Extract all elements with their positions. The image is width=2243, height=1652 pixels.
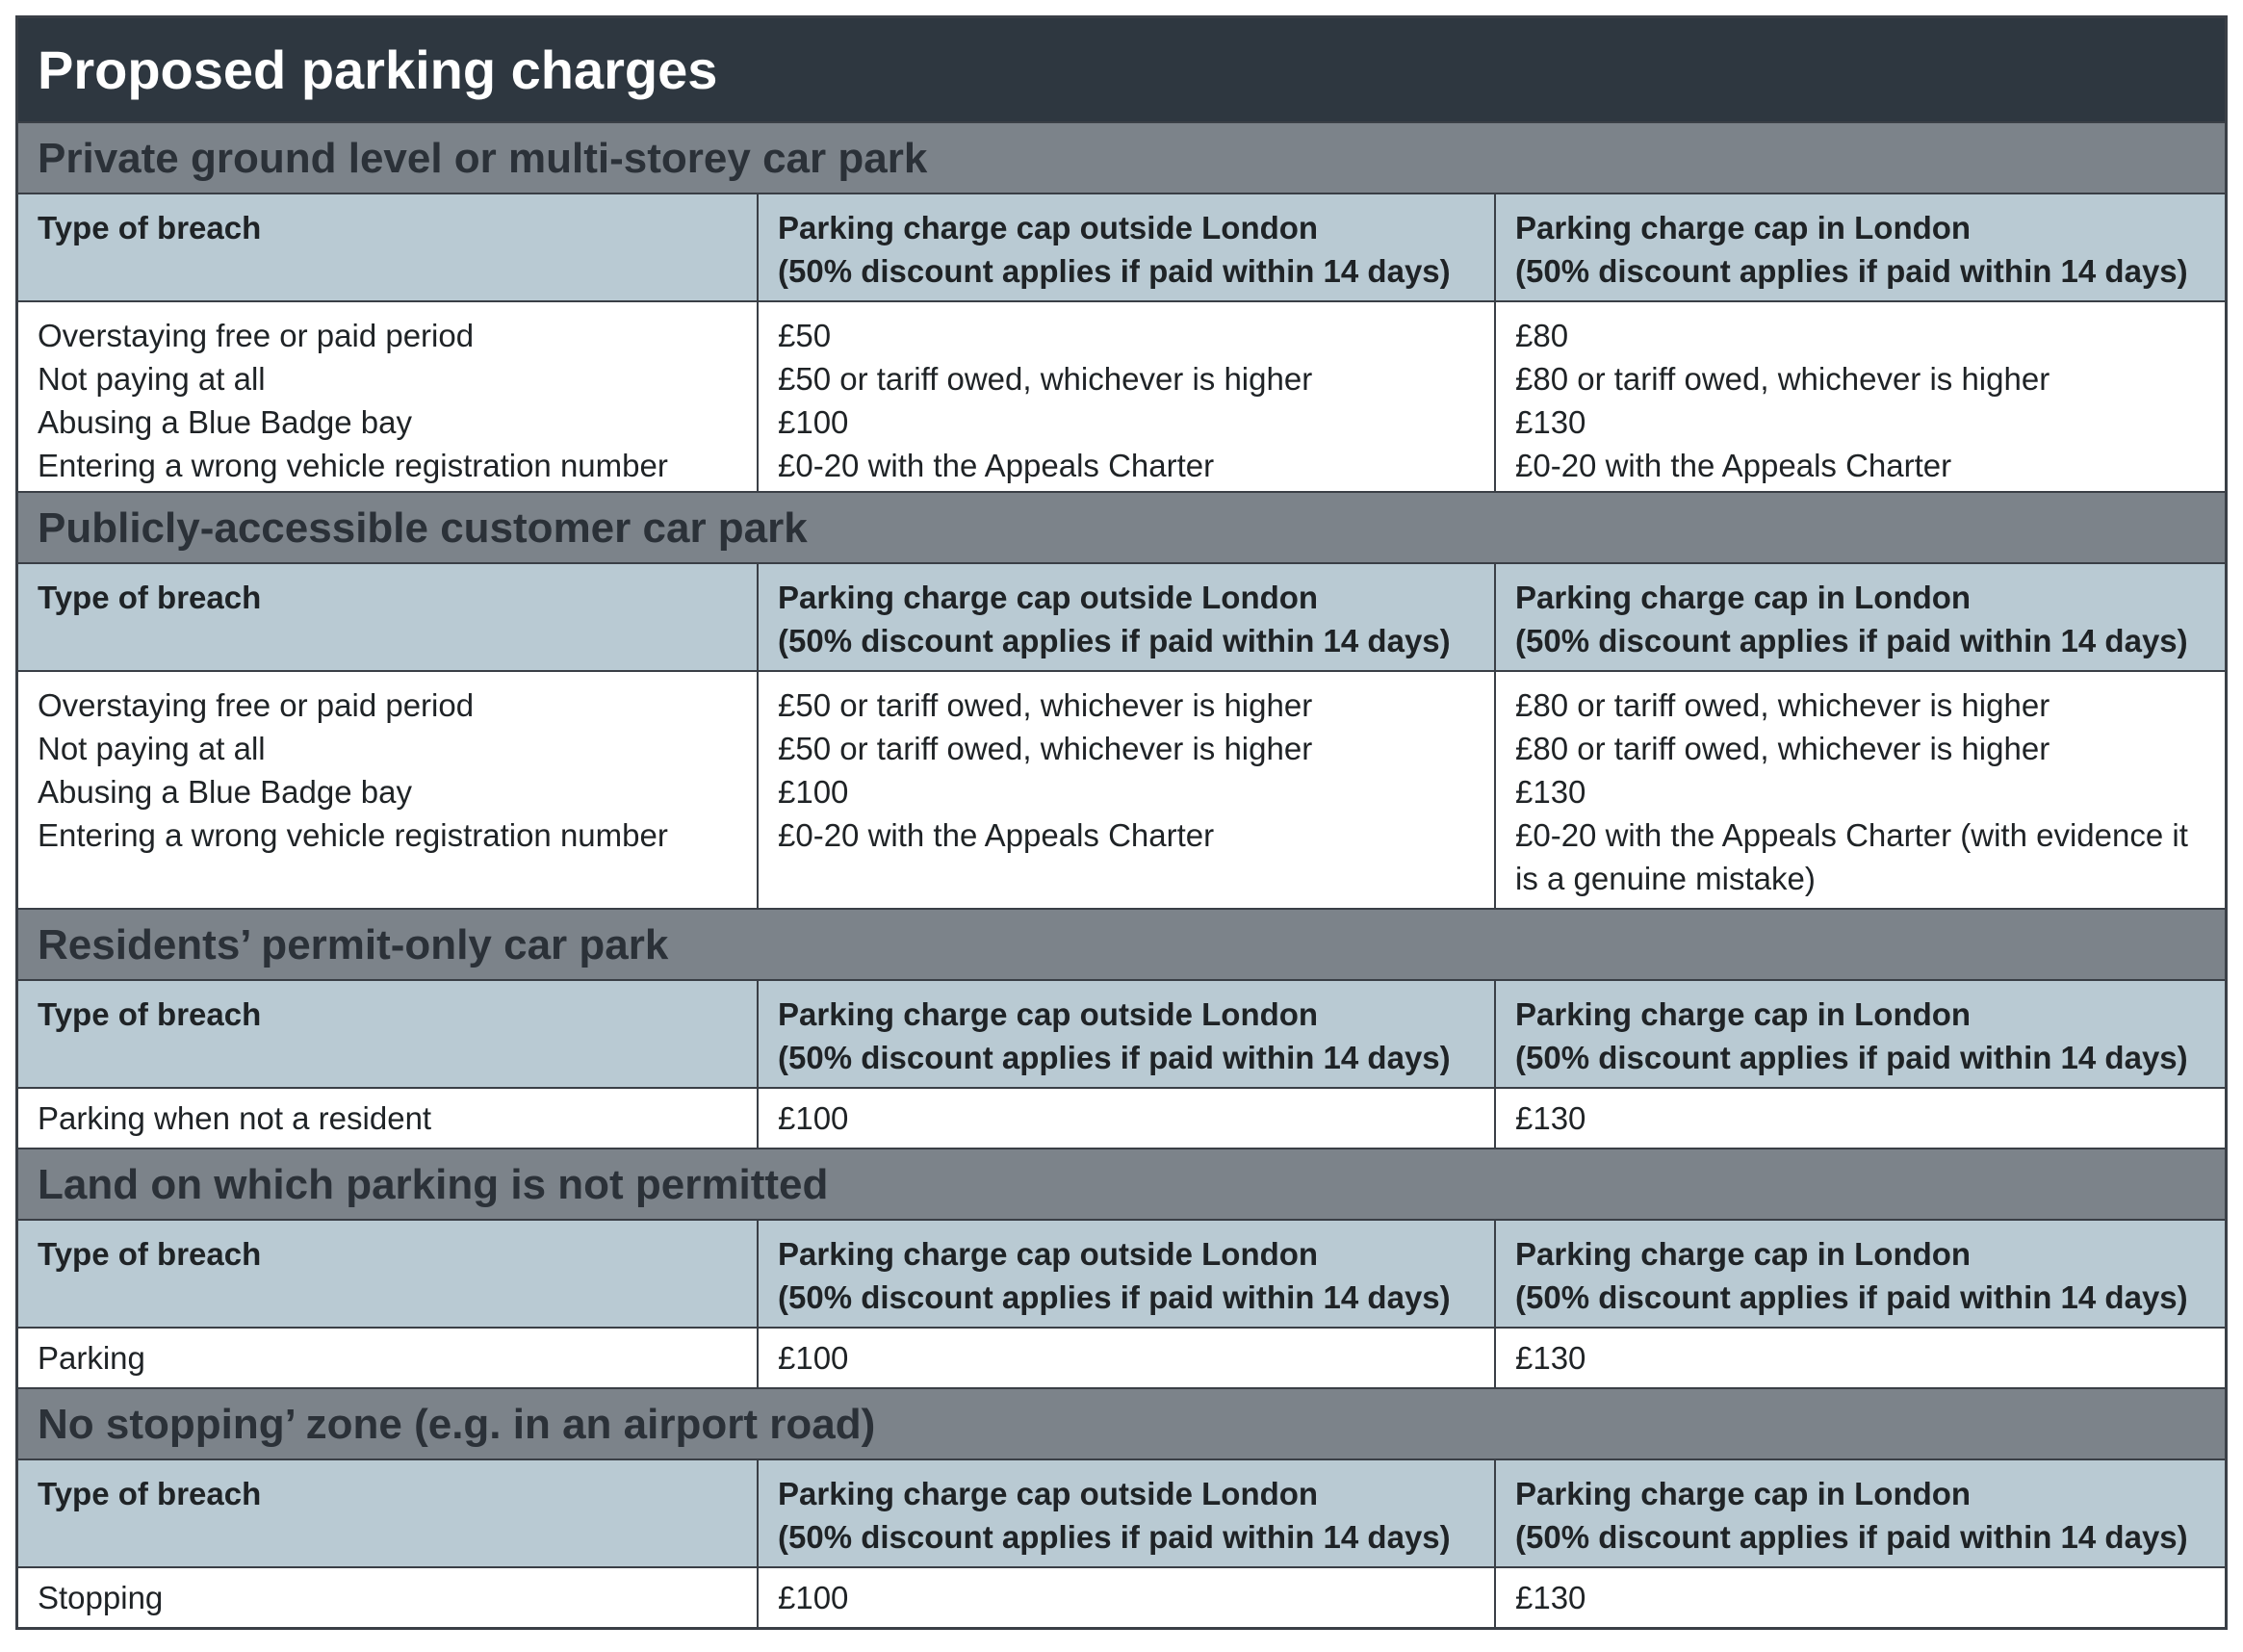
charge-text: £130 <box>1515 1100 1586 1136</box>
charge-text: £50 or tariff owed, whichever is higher <box>778 361 1313 397</box>
column-header-row <box>18 562 2225 670</box>
charge-text: £100 <box>778 1580 849 1615</box>
in-london-cell <box>1494 1329 2225 1387</box>
charge-text: £100 <box>778 1100 849 1136</box>
charge-text: £80 or tariff owed, whichever is higher <box>1515 687 2050 723</box>
charge-text: £0-20 with the Appeals Charter <box>1515 448 1952 483</box>
breach-cell <box>18 1568 757 1627</box>
header-cap-outside-london: Parking charge cap outside London (50% discount applies if paid within 14 days) <box>757 194 1494 300</box>
charge-text: £100 <box>778 404 849 440</box>
charge-text: £0-20 with the Appeals Charter <box>778 817 1215 853</box>
breach-cell <box>18 1089 757 1148</box>
charge-text: £80 <box>1515 318 1569 353</box>
header-cap-in-london: Parking charge cap in London (50% discount applies if paid within 14 days) <box>1494 981 2225 1087</box>
charge-text: £50 <box>778 318 832 353</box>
charge-text: £0-20 with the Appeals Charter (with evidence it is a genuine mistake) <box>1515 817 2188 896</box>
header-type-of-breach: Type of breach <box>38 996 262 1032</box>
header-type-of-breach: Type of breach <box>38 580 262 615</box>
breach-text: Stopping <box>38 1580 164 1615</box>
section-title: Private ground level or multi-storey car park <box>18 121 2225 193</box>
column-header-row <box>18 1458 2225 1566</box>
header-type-of-breach: Type of breach <box>38 1236 262 1272</box>
in-london-cell <box>1494 302 2225 491</box>
header-cap-outside-london: Parking charge cap outside London (50% discount applies if paid within 14 days) <box>757 1221 1494 1327</box>
header-type-of-breach: Type of breach <box>38 1476 262 1511</box>
header-cap-outside-london: Parking charge cap outside London (50% discount applies if paid within 14 days) <box>757 981 1494 1087</box>
charge-text: £100 <box>778 1340 849 1376</box>
charge-text: £130 <box>1515 1340 1586 1376</box>
header-cap-outside-london: Parking charge cap outside London (50% discount applies if paid within 14 days) <box>757 564 1494 670</box>
charge-text: £130 <box>1515 404 1586 440</box>
breach-cell <box>18 672 757 908</box>
header-type-of-breach: Type of breach <box>38 210 262 245</box>
charge-text: £80 or tariff owed, whichever is higher <box>1515 731 2050 766</box>
table-row <box>18 300 2225 491</box>
breach-text: Parking when not a resident <box>38 1100 432 1136</box>
breach-text: Entering a wrong vehicle registration number <box>38 448 668 483</box>
charge-text: £50 or tariff owed, whichever is higher <box>778 687 1313 723</box>
breach-text: Overstaying free or paid period <box>38 318 475 353</box>
table-row <box>18 1087 2225 1148</box>
charge-text: £100 <box>778 774 849 810</box>
outside-london-cell <box>757 1568 1494 1627</box>
breach-text: Not paying at all <box>38 361 266 397</box>
column-header-row <box>18 1219 2225 1327</box>
breach-cell <box>18 302 757 491</box>
header-cap-in-london: Parking charge cap in London (50% discount applies if paid within 14 days) <box>1494 194 2225 300</box>
breach-text: Entering a wrong vehicle registration number <box>38 817 668 853</box>
section-title: Publicly-accessible customer car park <box>18 491 2225 562</box>
header-cap-in-london: Parking charge cap in London (50% discount applies if paid within 14 days) <box>1494 564 2225 670</box>
charge-text: £130 <box>1515 1580 1586 1615</box>
in-london-cell <box>1494 1089 2225 1148</box>
breach-text: Abusing a Blue Badge bay <box>38 404 412 440</box>
header-cap-in-london: Parking charge cap in London (50% discount applies if paid within 14 days) <box>1494 1221 2225 1327</box>
charge-text: £50 or tariff owed, whichever is higher <box>778 731 1313 766</box>
section-title: No stopping’ zone (e.g. in an airport road) <box>18 1387 2225 1458</box>
table-title: Proposed parking charges <box>18 18 2225 121</box>
column-header-row <box>18 193 2225 300</box>
table-row <box>18 1566 2225 1627</box>
outside-london-cell <box>757 302 1494 491</box>
charge-text: £80 or tariff owed, whichever is higher <box>1515 361 2050 397</box>
breach-text: Abusing a Blue Badge bay <box>38 774 412 810</box>
charge-text: £130 <box>1515 774 1586 810</box>
outside-london-cell <box>757 672 1494 908</box>
in-london-cell <box>1494 672 2225 908</box>
breach-text: Overstaying free or paid period <box>38 687 475 723</box>
charge-text: £0-20 with the Appeals Charter <box>778 448 1215 483</box>
header-cap-in-london: Parking charge cap in London (50% discount applies if paid within 14 days) <box>1494 1460 2225 1566</box>
in-london-cell <box>1494 1568 2225 1627</box>
breach-cell <box>18 1329 757 1387</box>
parking-charges-table <box>15 15 2228 1630</box>
section-title: Residents’ permit-only car park <box>18 908 2225 979</box>
breach-text: Not paying at all <box>38 731 266 766</box>
header-cap-outside-london: Parking charge cap outside London (50% discount applies if paid within 14 days) <box>757 1460 1494 1566</box>
breach-text: Parking <box>38 1340 145 1376</box>
column-header-row <box>18 979 2225 1087</box>
table-row <box>18 670 2225 908</box>
section-title: Land on which parking is not permitted <box>18 1148 2225 1219</box>
table-row <box>18 1327 2225 1387</box>
outside-london-cell <box>757 1089 1494 1148</box>
outside-london-cell <box>757 1329 1494 1387</box>
